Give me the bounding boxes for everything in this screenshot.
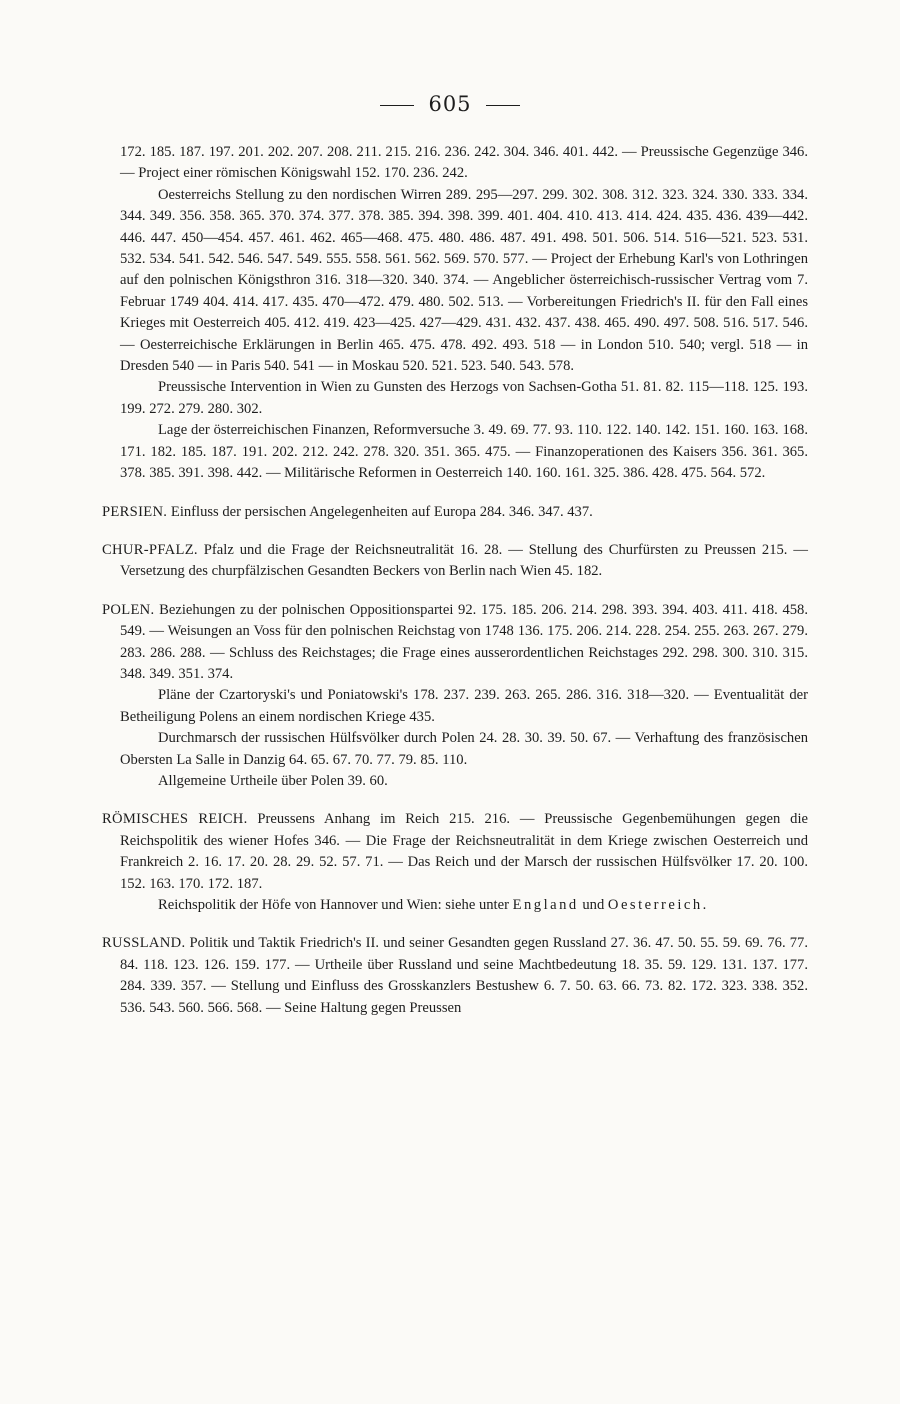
index-entry-polen bbox=[102, 600, 808, 686]
entry-text: Preussens Anhang im Reich 215. 216. — Preussische Gegenbemühungen gegen die Reichspolitik des wiener Hofes 346. — Die Frage der Reichsneutralität in dem Kriege zwischen Oesterreich und Frankreich 2. 16. 17. 20. 28. 29. 52. 57. 71. — Das Reich und der Marsch der russischen Hülfsvölker 17. 20. 100. 152. 163. 170. 172. 187. bbox=[120, 811, 808, 892]
entry-heading: PERSIEN. bbox=[102, 503, 168, 520]
entry-heading: RÖMISCHES REICH. bbox=[102, 811, 248, 828]
index-paragraph: Oesterreichs Stellung zu den nordischen Wirren 289. 295—297. 299. 302. 308. 312. 323. 324. 330. 333. 334. 344. 349. 356. 358. 365. 370. 374. 377. 378. 385. 394. 398. 399. 401. 404. 410. 413. 414. 424. 435. 436. 439—442. 446. 447. 450—454. 457. 461. 462. 465—468. 475. 480. 486. 487. 491. 498. 501. 506. 514. 516—521. 523. 531. 532. 534. 541. 542. 546. 547. 549. 555. 558. 561. 562. 569. 570. 577. — Project der Erhebung Karl's von Lothringen auf den polnischen Königsthron 316. 318—320. 340. 374. — Angeblicher österreichisch-russischer Vertrag vom 7. Februar 1749 404. 414. 417. 435. 470—472. 479. 480. 502. 513. — Vorbereitungen Friedrich's II. für den Fall eines Krieges mit Oesterreich 405. 412. 419. 423—425. 427—429. 431. 432. 437. 438. 465. 490. 497. 508. 516. 517. 546. — Oesterreichische Erklärungen in Berlin 465. 475. 478. 492. 493. 518 — in London 510. 540; vergl. 518 — in Dresden 540 — in Paris 540. 541 — in Moskau 520. 521. 523. 540. 543. 578. bbox=[120, 186, 808, 375]
index-paragraph bbox=[102, 895, 808, 916]
entry-text: Einfluss der persischen Angelegenheiten auf Europa 284. 346. 347. 437. bbox=[167, 503, 593, 520]
index-paragraph: Lage der österreichischen Finanzen, Reformversuche 3. 49. 69. 77. 93. 110. 122. 140. 142. 151. 160. 163. 168. 171. 182. 185. 187. 191. 202. 212. 242. 278. 320. 351. 365. 475. — Finanzoperationen des Kaisers 356. 361. 365. 378. 385. 391. 398. 442. — Militärische Reformen in Oesterreich 140. 160. 161. 325. 386. 428. 475. 564. 572. bbox=[120, 422, 808, 482]
entry-heading: POLEN. bbox=[102, 601, 155, 618]
index-paragraph: Pläne der Czartoryski's und Poniatowski's 178. 237. 239. 263. 265. 286. 316. 318—320. — Eventualität der Betheiligung Polens an einem nordischen Kriege 435. bbox=[120, 687, 808, 725]
index-entry-roemisches-reich bbox=[102, 809, 808, 895]
header-dash-right bbox=[486, 105, 520, 106]
cross-ref-oesterreich: Oesterreich bbox=[607, 897, 703, 913]
entry-heading: CHUR-PFALZ. bbox=[102, 541, 198, 558]
index-paragraph: 172. 185. 187. 197. 201. 202. 207. 208. 211. 215. 216. 236. 242. 304. 346. 401. 442. — Preussische Gegenzüge 346. — Project einer römischen Königswahl 152. 170. 236. 242. bbox=[120, 144, 808, 182]
para-text: Reichspolitik der Höfe von Hannover und Wien: siehe unter bbox=[158, 897, 513, 913]
entry-text: Pfalz und die Frage der Reichsneutralität 16. 28. — Stellung des Churfürsten zu Preussen 215. — Versetzung des churpfälzischen Gesandten Beckers von Berlin nach Wien 45. 182. bbox=[120, 541, 808, 580]
index-paragraph: Durchmarsch der russischen Hülfsvölker durch Polen 24. 28. 30. 39. 50. 67. — Verhaftung des französischen Obersten La Salle in Danzig 64. 65. 67. 70. 77. 79. 85. 110. bbox=[120, 730, 808, 768]
entry-text: Beziehungen zu der polnischen Oppositionspartei 92. 175. 185. 206. 214. 298. 393. 394. 403. 411. 418. 458. 549. — Weisungen an Voss für den polnischen Reichstag von 1748 136. 175. 206. 214. 228. 254. 255. 263. 267. 279. 283. 286. 288. — Schluss des Reichstages; die Frage eines ausserordentlichen Reichstages 292. 298. 300. 310. 315. 348. 349. 351. 374. bbox=[120, 601, 808, 682]
index-paragraph: Preussische Intervention in Wien zu Gunsten des Herzogs von Sachsen-Gotha 51. 81. 82. 115—118. 125. 193. 199. 272. 279. 280. 302. bbox=[120, 379, 808, 417]
entry-heading: RUSSLAND. bbox=[102, 935, 186, 952]
cross-ref-england: England bbox=[512, 897, 579, 913]
para-text: und bbox=[578, 897, 608, 913]
para-text: . bbox=[702, 897, 707, 913]
entry-text: Politik und Taktik Friedrich's II. und seiner Gesandten gegen Russland 27. 36. 47. 50. 55. 59. 69. 76. 77. 84. 118. 123. 126. 159. 177. — Urtheile über Russland und seine Machtbedeutung 18. 35. 59. 129. 131. 137. 177. 284. 339. 357. — Stellung und Einfluss des Grosskanzlers Bestushew 6. 7. 50. 63. 66. 73. 82. 172. 323. 338. 352. 536. 543. 560. 566. 568. — Seine Haltung gegen Preussen bbox=[120, 935, 808, 1016]
page-header bbox=[0, 92, 900, 116]
index-paragraph: Allgemeine Urtheile über Polen 39. 60. bbox=[158, 772, 388, 789]
index-entry-chur-pfalz bbox=[102, 540, 808, 583]
index-content bbox=[102, 142, 808, 1019]
index-entry-persien bbox=[102, 502, 808, 523]
page-number: 605 bbox=[428, 92, 472, 116]
index-entry-russland bbox=[102, 933, 808, 1019]
header-dash-left bbox=[380, 105, 414, 106]
